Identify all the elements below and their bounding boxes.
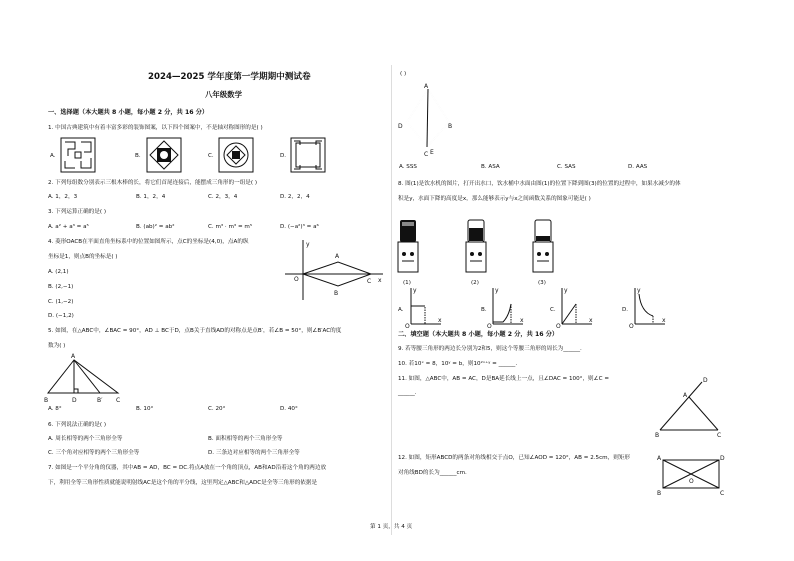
q7-opt-a: A. SSS <box>399 164 417 170</box>
q7-opt-b: B. ASA <box>481 164 500 170</box>
q1-opt-c: C. <box>208 153 214 159</box>
q6-opt-d: D. 三条边对应相等的两个三角形全等 <box>208 450 300 456</box>
tri5-label-d: D <box>72 397 77 404</box>
q5-opt-c: C. 20° <box>208 406 226 412</box>
q6-opt-c: C. 三个角对应相等的两个三角形全等 <box>48 450 140 456</box>
graph-a-label-x: x <box>438 317 442 324</box>
q3-opt-b: B. (ab)² = ab² <box>136 224 175 230</box>
graph-d-figure <box>631 286 667 328</box>
kite-label-c: C <box>424 151 429 158</box>
q5-opt-a: A. 8° <box>48 406 62 412</box>
page-footer: 第 1 页，共 4 页 <box>370 524 413 530</box>
q4-opt-b: B. (2,−1) <box>48 284 74 290</box>
rect-label-o: O <box>689 478 694 485</box>
tri11-label-c: C <box>717 432 722 439</box>
tri5-label-a: A <box>71 353 76 360</box>
q5-text-line2: 数为( ) <box>48 343 66 349</box>
q1-pattern-d-icon <box>290 137 326 173</box>
graph-d-label-o: O <box>629 323 634 330</box>
q1-pattern-b-icon <box>146 137 182 173</box>
q2-opt-d: D. 2，2，4 <box>280 194 310 200</box>
q5-text-line1: 5. 如图，在△ABC中，∠BAC = 90°，AD ⊥ BC于D，点B关于直线AD的对称点是点B′，若∠B = 50°，则∠B′AC的度 <box>48 328 342 334</box>
triangle-q5-figure <box>44 354 126 404</box>
subject-title: 八年级数学 <box>205 90 242 99</box>
page-title: 2024—2025 学年度第一学期期中测试卷 <box>148 72 311 82</box>
triangle-q11-figure <box>652 374 732 440</box>
tri5-label-b: B <box>44 397 49 404</box>
q12-text-line2: 对角线BD的长为______cm. <box>398 470 467 476</box>
rhombus-label-o: O <box>294 276 299 283</box>
q3-text: 3. 下列运算正确的是( ) <box>48 209 107 215</box>
rect-label-b: B <box>657 490 662 497</box>
tri5-label-c: C <box>116 397 121 404</box>
graph-d-label-x: x <box>662 317 666 324</box>
q8-text-line2: 积是y，水面下降的高度是x，那么能够表示y与x之间函数关系的图象可能是( ) <box>398 196 591 202</box>
q8-caption-2: (2) <box>471 280 479 286</box>
rhombus-label-c: C <box>367 278 372 285</box>
rectangle-q12-figure <box>655 452 727 498</box>
q6-opt-a: A. 周长相等的两个三角形全等 <box>48 436 123 442</box>
water-dispenser-3-icon <box>531 218 555 278</box>
graph-b-label-o: O <box>487 323 492 330</box>
graph-a-label-y: y <box>413 287 417 294</box>
section-2-heading: 二、填空题（本大题共 8 小题，每小题 2 分，共 16 分） <box>398 331 559 338</box>
graph-c-label-o: O <box>556 323 561 330</box>
q6-text: 6. 下列说法正确的是( ) <box>48 422 107 428</box>
q7-opt-c: C. SAS <box>557 164 576 170</box>
kite-figure <box>396 82 456 158</box>
q1-opt-a: A. <box>50 153 56 159</box>
q2-opt-b: B. 1，2，4 <box>136 194 166 200</box>
q8-caption-1: (1) <box>403 280 411 286</box>
q2-text: 2. 下列每组数分别表示三根木棒的长，将它们首尾连接后，能摆成三角形的一组是( ) <box>48 180 258 186</box>
q3-opt-c: C. m³ · m³ = m⁵ <box>208 224 253 230</box>
graph-c-label-x: x <box>589 317 593 324</box>
q10-text: 10. 若10ˣ = 8，10ʸ = b，则10²ˣ⁺ʸ = ______. <box>398 361 518 367</box>
q1-pattern-c-icon <box>218 137 254 173</box>
graph-a-figure <box>407 286 443 328</box>
section-1-heading: 一、选择题（本大题共 8 小题，每小题 2 分，共 16 分） <box>48 109 209 116</box>
q1-opt-b: B. <box>135 153 141 159</box>
tri11-label-d: D <box>703 377 708 384</box>
q8-opt-c: C. <box>550 307 556 313</box>
q12-text-line1: 12. 如图，矩形ABCD的两条对角线相交于点O，已知∠AOD = 120°，AB = 2.5cm，则矩形 <box>398 455 631 461</box>
rect-label-d: D <box>720 455 725 462</box>
kite-label-b: B <box>448 123 453 130</box>
column-divider <box>391 65 392 535</box>
q1-pattern-a-icon <box>60 137 96 173</box>
q11-text-line2: ______. <box>398 390 417 396</box>
rect-label-a: A <box>657 455 662 462</box>
rect-label-c: C <box>720 490 725 497</box>
q2-opt-c: C. 2，3，4 <box>208 194 238 200</box>
q5-opt-b: B. 10° <box>136 406 154 412</box>
q4-text-line2: 坐标是1，则点B的坐标是( ) <box>48 254 118 260</box>
q8-text-line1: 8. 图(1)是饮水机的图片，打开出水口，饮水桶中水面由图(1)的位置下降到图(3)的位置的过程中，如果水减少的体 <box>398 181 681 187</box>
kite-label-a: A <box>424 83 429 90</box>
q1-text: 1. 中国古典建筑中有着丰富多彩的装饰图案，以下四个图案中，不是轴对称图形的是( ) <box>48 125 263 131</box>
q3-opt-d: D. (−a²)³ = a⁶ <box>280 224 319 230</box>
q11-text-line1: 11. 如图，△ABC中，AB = AC，D是BA延长线上一点，且∠DAC = 100°，则∠C = <box>398 376 610 382</box>
rhombus-label-y: y <box>306 241 310 248</box>
water-dispenser-1-icon <box>396 218 420 278</box>
graph-d-label-y: y <box>637 287 641 294</box>
water-dispenser-2-icon <box>464 218 488 278</box>
q2-opt-a: A. 1，2，3 <box>48 194 78 200</box>
rhombus-label-b: B <box>334 290 339 297</box>
q3-opt-a: A. a² + a³ = a⁵ <box>48 224 89 230</box>
rhombus-figure <box>285 240 385 302</box>
q7-text-line1: 7. 如图是一个平分角的仪器，其中AB = AD，BC = DC.将点A放在一个角的顶点，AB和AD沿着这个角的两边放 <box>48 465 327 471</box>
graph-a-label-o: O <box>405 323 410 330</box>
graph-b-figure <box>489 286 525 328</box>
q7-text-line2: 下，利用全等三角形性质就能说明射线AC是这个角的平分线，这里判定△ABC和△ADC是全等三角形的依据是 <box>48 480 318 486</box>
q9-text: 9. 若等腰三角形的两边长分别为2和5，则这个等腰三角形的周长为______. <box>398 346 582 352</box>
tri5-label-b-prime: B′ <box>97 397 103 404</box>
graph-c-figure <box>558 286 594 328</box>
kite-label-d: D <box>398 123 403 130</box>
graph-b-label-x: x <box>520 317 524 324</box>
q7-paren: ( ) <box>400 71 407 77</box>
q8-caption-3: (3) <box>538 280 546 286</box>
q5-opt-d: D. 40° <box>280 406 298 412</box>
tri11-label-a: A <box>683 392 688 399</box>
q8-opt-a: A. <box>398 307 404 313</box>
q8-opt-b: B. <box>481 307 487 313</box>
q4-opt-a: A. (2,1) <box>48 269 69 275</box>
q6-opt-b: B. 面积相等的两个三角形全等 <box>208 436 283 442</box>
q7-opt-d: D. AAS <box>628 164 648 170</box>
tri11-label-b: B <box>655 432 660 439</box>
kite-label-e: E <box>430 149 434 156</box>
q8-opt-d: D. <box>622 307 629 313</box>
rhombus-label-a: A <box>335 253 340 260</box>
q1-opt-d: D. <box>280 153 287 159</box>
rhombus-label-x: x <box>378 277 382 284</box>
graph-c-label-y: y <box>564 287 568 294</box>
q4-opt-c: C. (1,−2) <box>48 299 74 305</box>
q4-text-line1: 4. 菱形OACB在平面直角坐标系中的位置如图所示，点C的坐标是(4,0)，点A的纵 <box>48 239 249 245</box>
q4-opt-d: D. (−1,2) <box>48 313 74 319</box>
graph-b-label-y: y <box>495 287 499 294</box>
